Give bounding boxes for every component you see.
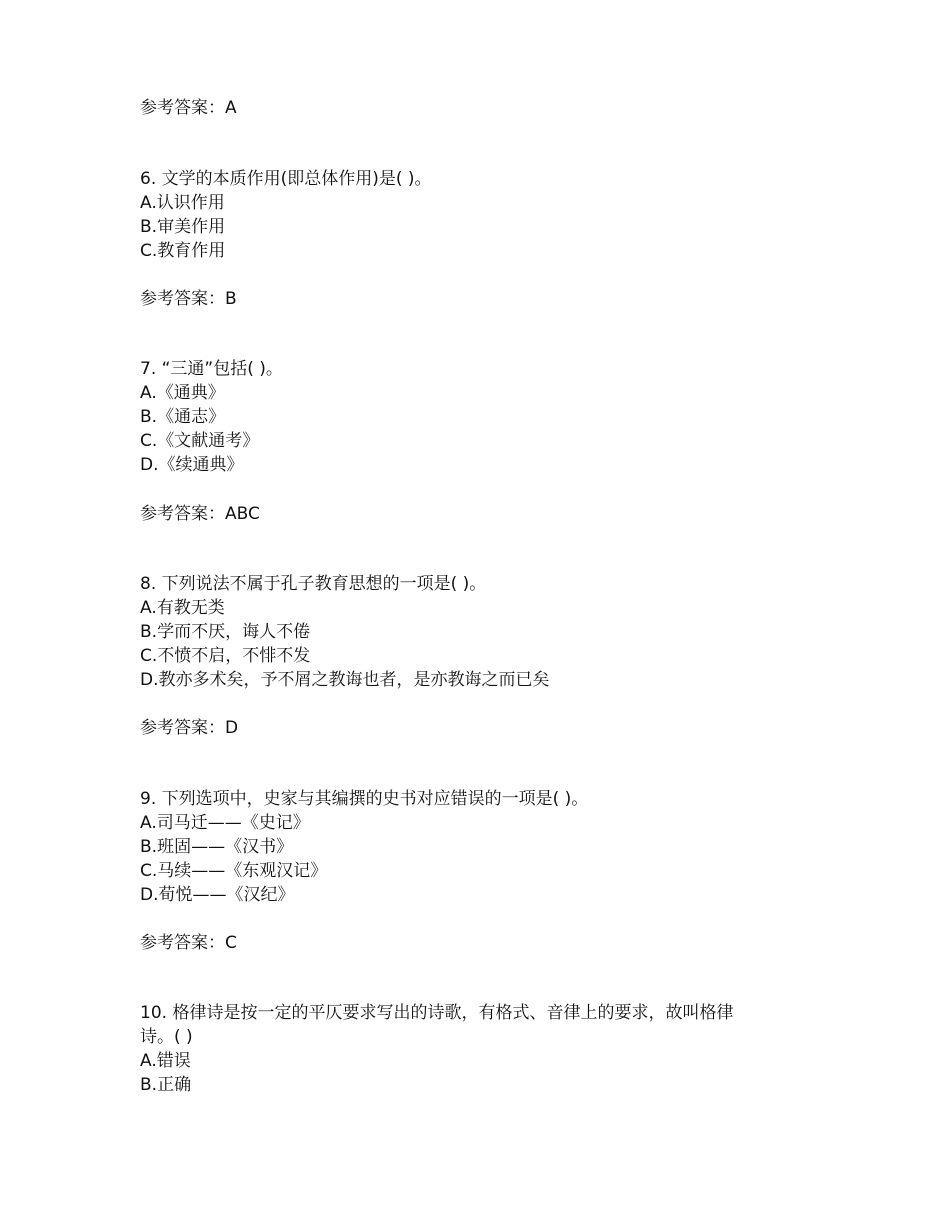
option-7b: B.《通志》: [140, 407, 226, 427]
answer-q9: 参考答案：C: [140, 933, 237, 953]
option-8c: C.不愤不启，不悱不发: [140, 646, 311, 666]
option-9c: C.马续——《东观汉记》: [140, 861, 328, 881]
question-10-line1: 10. 格律诗是按一定的平仄要求写出的诗歌，有格式、音律上的要求，故叫格律: [140, 1003, 734, 1023]
answer-q7: 参考答案：ABC: [140, 504, 260, 524]
question-7: 7. “三通”包括( )。: [140, 359, 283, 379]
option-10b: B.正确: [140, 1075, 192, 1095]
question-8: 8. 下列说法不属于孔子教育思想的一项是( )。: [140, 574, 487, 594]
option-6b: B.审美作用: [140, 217, 226, 237]
option-7a: A.《通典》: [140, 383, 225, 403]
answer-q5: 参考答案：A: [140, 98, 237, 118]
question-10-line2: 诗。( ): [140, 1027, 193, 1047]
option-9d: D.荀悦——《汉纪》: [140, 885, 295, 905]
option-7d: D.《续通典》: [140, 455, 244, 475]
answer-q8: 参考答案：D: [140, 718, 239, 738]
option-8b: B.学而不厌，诲人不倦: [140, 622, 311, 642]
option-6a: A.认识作用: [140, 193, 225, 213]
option-7c: C.《文献通考》: [140, 431, 260, 451]
option-8a: A.有教无类: [140, 598, 225, 618]
answer-q6: 参考答案：B: [140, 289, 237, 309]
question-6: 6. 文学的本质作用(即总体作用)是( )。: [140, 169, 432, 189]
option-9b: B.班固——《汉书》: [140, 837, 294, 857]
option-10a: A.错误: [140, 1051, 191, 1071]
option-6c: C.教育作用: [140, 241, 226, 261]
question-9: 9. 下列选项中，史家与其编撰的史书对应错误的一项是( )。: [140, 789, 589, 809]
option-9a: A.司马迁——《史记》: [140, 813, 310, 833]
option-8d: D.教亦多术矣，予不屑之教诲也者，是亦教诲之而已矣: [140, 670, 550, 690]
